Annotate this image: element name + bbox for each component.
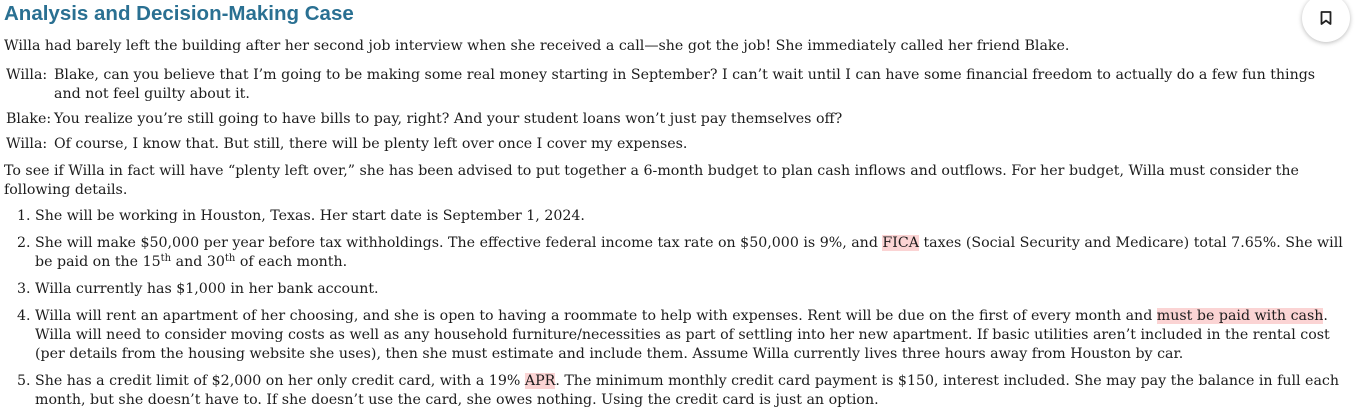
item-text: She has a credit limit of $2,000 on her only credit card, with a 19% bbox=[35, 373, 525, 389]
ordinal-suffix: th bbox=[160, 253, 172, 264]
highlighted-term[interactable]: must be paid with cash bbox=[1156, 308, 1324, 324]
bookmark-icon bbox=[1320, 11, 1332, 25]
speech-text: Blake, can you believe that I’m going to be making some real money starting in September? I can’t wait until I can have some financial freedom to actually do a few fun things and not feel guilty about it. bbox=[54, 67, 1316, 102]
speech-text: You realize you’re still going to have bills to pay, right? And your student loans won’t just pay themselves off? bbox=[54, 111, 843, 127]
list-item bbox=[35, 280, 1354, 299]
speaker-name: Blake: bbox=[6, 111, 52, 127]
item-text: and 30 bbox=[171, 254, 225, 270]
page-title: Analysis and Decision-Making Case bbox=[4, 2, 354, 25]
highlighted-term[interactable]: APR bbox=[524, 373, 556, 389]
instruction-paragraph: To see if Willa in fact will have “plenty left over,” she has been advised to put together a 6-month budget to plan cash inflows and outflows. For her budget, Willa must consider the following details. bbox=[4, 163, 1299, 198]
item-text: taxes (Social Security and Medicare) total 7.65%. She will be paid on the 15 bbox=[35, 235, 1343, 270]
list-item bbox=[35, 372, 1354, 410]
case-content bbox=[4, 0, 1354, 418]
item-text: Willa will rent an apartment of her choosing, and she is open to having a roommate to help with expenses. Rent will be due on the first of every month and bbox=[35, 308, 1157, 324]
speaker-name: Willa: bbox=[6, 136, 48, 152]
speaker-name: Willa: bbox=[6, 67, 48, 83]
intro-paragraph: Willa had barely left the building after her second job interview when she received a call—she got the job! She immediately called her friend Blake. bbox=[4, 38, 1070, 54]
ordinal-suffix: th bbox=[224, 253, 236, 264]
list-item bbox=[35, 207, 1354, 226]
item-text: She will be working in Houston, Texas. Her start date is September 1, 2024. bbox=[35, 208, 585, 224]
list-item bbox=[35, 234, 1354, 272]
item-text: Willa currently has $1,000 in her bank account. bbox=[35, 281, 379, 297]
item-text: She will make $50,000 per year before tax withholdings. The effective federal income tax rate on $50,000 is 9%, and bbox=[35, 235, 883, 251]
item-text: . Willa will need to consider moving costs as well as any household furniture/necessities as part of settling into her new apartment. If basic utilities aren’t included in the rental cost (per details from the housing website she uses), then she must estimate and include them. Assume Willa currently lives three hours away from Houston by car. bbox=[35, 308, 1330, 362]
list-item bbox=[35, 307, 1354, 364]
item-text: . The minimum monthly credit card payment is $150, interest included. She may pay the balance in full each month, but she doesn’t have to. If she doesn’t use the card, she owes nothing. Using the credit card is just an option. bbox=[35, 373, 1339, 408]
dialogue bbox=[4, 66, 1344, 154]
highlighted-term[interactable]: FICA bbox=[882, 235, 919, 251]
dialogue-line bbox=[4, 66, 1344, 104]
dialogue-line bbox=[4, 110, 1344, 129]
speech-text: Of course, I know that. But still, there will be plenty left over once I cover my expenses. bbox=[54, 136, 688, 152]
item-text: of each month. bbox=[235, 254, 348, 270]
dialogue-line bbox=[4, 135, 1344, 154]
details-list bbox=[4, 207, 1354, 410]
